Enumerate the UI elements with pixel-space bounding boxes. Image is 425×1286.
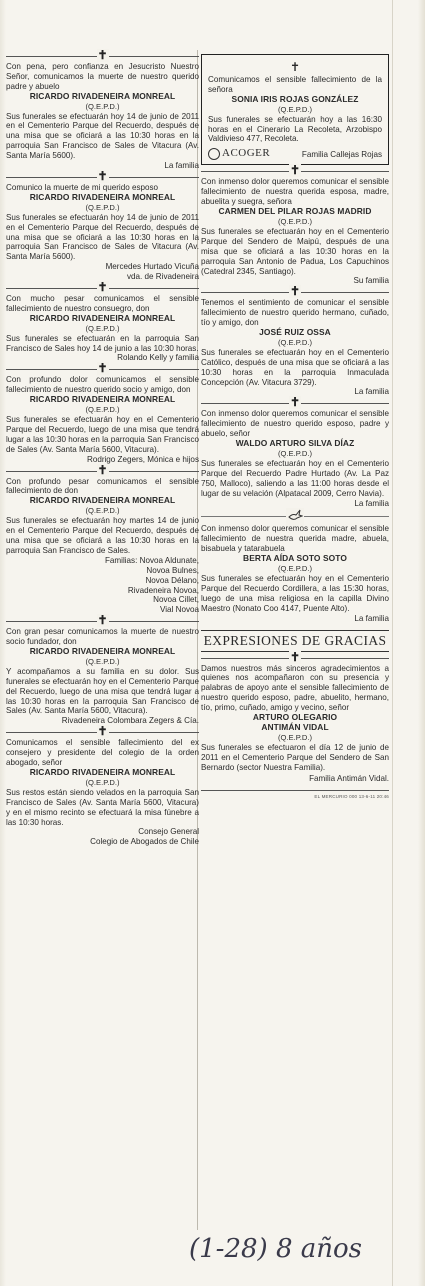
boxed-notice: [201, 54, 389, 165]
handwritten-text: (1-28) 8 años: [189, 1234, 363, 1264]
obituary-notice: [6, 738, 199, 847]
logo-text: ACOGER: [222, 147, 271, 160]
obituary-notice: [201, 298, 389, 397]
deceased-name: RICARDO RIVADENEIRA MONREAL: [29, 767, 176, 777]
qepd-label: (Q.E.P.D.): [277, 104, 313, 114]
obituary-notice: [6, 183, 199, 282]
right-column: [201, 50, 389, 802]
deceased-name: ARTURO OLEGARIO: [252, 712, 338, 723]
notice-body: Sus funerales se efectuaron el día 12 de junio de 2011 en el Cementerio Parque del Sendero de San Bernardo (sector Nuestra Familia).: [201, 742, 389, 772]
notice-intro: Con gran pesar comunicamos la muerte de nuestro socio fundador, don: [6, 627, 199, 647]
notice-intro: Tenemos el sentimiento de comunicar el sensible fallecimiento de nuestro querido hermano, cuñado, tío y amigo, don: [201, 298, 389, 328]
qepd-label: (Q.E.P.D.): [85, 656, 120, 666]
notice-body: Sus funerales se efectuarán hoy en el Cementerio Parque del Sendero de Maipú, después de una misa que se oficiará a las 10:30 horas en la parroquia San Antonio de Padua, Los Capuchinos (Catedral 2345, Santiago).: [201, 226, 389, 276]
notice-body: Sus funerales se efectuarán hoy en el Cementerio Católico, después de una misa que se oficiará a las 10:30 horas en la parroquia Inmaculada Concepción (Av. Vitacura 3729).: [201, 347, 389, 387]
notice-body: Sus funerales se efectuarán hoy en el Cementerio Parque del Recuerdo Cordillera, a las 15:30 horas, luego de una misa religiosa en la capilla Divino Maestro (Nonato Coo 4147, Puente Alto).: [201, 573, 389, 613]
qepd-label: (Q.E.P.D.): [277, 564, 313, 574]
qepd-label: (Q.E.P.D.): [277, 337, 313, 347]
page-edge-line: [392, 0, 393, 1286]
deceased-name: JOSÉ RUIZ OSSA: [259, 327, 331, 338]
notice-intro: Con inmenso dolor queremos comunicar el sensible fallecimiento de nuestra querida esposa, madre, abuelita y suegra, señora: [201, 177, 389, 207]
deceased-name: BERTA AÍDA SOTO SOTO: [243, 553, 347, 564]
notice-body: Sus funerales se efectuarán hoy martes 14 de junio en el Cementerio Parque del Recuerdo, después de una misa que se oficiará a las 10:30 horas en la parroquia San Francisco de Sales.: [6, 516, 199, 555]
qepd-label: (Q.E.P.D.): [85, 777, 120, 787]
notice-signature: Rivadeneira Novoa,: [127, 585, 199, 595]
cross-separator: [201, 165, 389, 177]
notice-signature: Rivadeneira Colombara Zegers & Cía.: [61, 716, 199, 726]
qepd-label: (Q.E.P.D.): [85, 506, 120, 516]
deceased-name: RICARDO RIVADENEIRA MONREAL: [29, 312, 176, 323]
notice-body: Y acompañamos a su familia en su dolor. Sus funerales se efectuarán hoy en el Cementerio Parque del Recuerdo, luego de una misa que tendrá lugar a las 10:30 horas en la parroquia San Francisco de Sales (Av. Santa María 5600, Vitacura).: [6, 666, 199, 716]
qepd-label: (Q.E.P.D.): [85, 323, 120, 333]
qepd-label: (Q.E.P.D.): [277, 216, 313, 226]
notice-signature: Novoa Cillet,: [153, 595, 199, 605]
deceased-name: RICARDO RIVADENEIRA MONREAL: [29, 90, 176, 101]
cross-icon: ✝: [289, 284, 301, 299]
left-column: [6, 50, 199, 847]
qepd-label: (Q.E.P.D.): [277, 732, 313, 742]
obituary-notice: [201, 177, 389, 286]
acoger-logo: [208, 148, 270, 160]
notice-intro: Comunicamos el sensible fallecimiento del ex consejero y presidente del colegio de la orden abogado, señor: [6, 738, 199, 768]
cross-icon: ✝: [97, 48, 108, 62]
cross-icon: ✝: [97, 361, 108, 376]
cross-icon: ✝: [97, 724, 108, 739]
cross-separator: [6, 363, 199, 375]
print-footer: EL MERCURIO 000 13-6-11 20:46: [201, 790, 389, 802]
cross-icon: ✝: [97, 462, 108, 477]
notice-intro: Con profundo pesar comunicamos el sensible fallecimiento de don: [6, 476, 199, 496]
qepd-label: (Q.E.P.D.): [277, 449, 313, 458]
notice-signature: Familia Antimán Vidal.: [309, 774, 389, 784]
notice-intro: Damos nuestros más sinceros agradecimientos a quienes nos acompañaron con su presencia y palabras de apoyo ante el sensible fallecimiento de nuestro querido esposo, padre, abuelito, hermano, tío, primo, cuñado, amigo y vecino, señor: [201, 663, 389, 713]
cross-icon: ✝: [97, 280, 108, 295]
obituary-notice: [6, 62, 199, 171]
deceased-name: WALDO ARTURO SILVA DÍAZ: [235, 438, 355, 449]
deceased-name: RICARDO RIVADENEIRA MONREAL: [29, 394, 176, 405]
notice-signature: Novoa Délano,: [145, 575, 199, 585]
obituary-notice: [6, 294, 199, 363]
deceased-name: RICARDO RIVADENEIRA MONREAL: [29, 646, 176, 657]
notice-signature: La familia: [354, 498, 389, 508]
notice-signature: Novoa Bulnes,: [146, 565, 199, 575]
logo-ring-icon: [208, 148, 220, 160]
notice-body: Sus funerales se efectuarán hoy en el Cementerio Parque del Recuerdo, luego de una misa que tendrá lugar a las 10:30 horas en la parroquia San Francisco de Sales (Av. Santa María 5600, Vitacura).: [6, 415, 199, 454]
qepd-label: (Q.E.P.D.): [85, 202, 120, 212]
deceased-name: RICARDO RIVADENEIRA MONREAL: [29, 191, 176, 202]
notice-body: Sus restos están siendo velados en la parroquia San Francisco de Sales (Av. Santa María 5600, Vitacura) y en el mismo recinto se efectuará la misa fúnebre a las 10:30 horas.: [6, 787, 199, 827]
notice-signature: Familias: Novoa Aldunate,: [104, 555, 199, 565]
notice-signature: Vial Novoa: [160, 605, 199, 615]
cross-icon: ✝: [97, 168, 108, 183]
section-title: EXPRESIONES DE GRACIAS: [201, 630, 389, 652]
cross-separator: [6, 50, 199, 62]
notice-intro: Con inmenso dolor queremos comunicar el sensible fallecimiento de nuestra querida madre, abuela, bisabuela y tatarabuela: [201, 524, 389, 554]
obituary-notice: [6, 477, 199, 616]
notice-signature: Colegio de Abogados de Chile: [90, 837, 199, 847]
qepd-label: (Q.E.P.D.): [85, 405, 120, 415]
cross-icon: ✝: [289, 163, 301, 178]
notice-intro: Con inmenso dolor queremos comunicar el sensible fallecimiento de nuestro querido esposo, padre y abuelo, señor: [201, 409, 389, 439]
cross-separator: [6, 462, 199, 477]
obituary-notice: [201, 409, 389, 508]
logo-row: [208, 148, 382, 160]
cross-separator: [6, 168, 199, 183]
handwritten-annotation: [185, 1217, 395, 1272]
notice-body: Sus funerales se efectuarán hoy 14 de junio de 2011 en el Cementerio Parque del Recuerdo, después de una misa que se oficiará a las 10:30 horas en la parroquia San Francisco de Sales de Vitacura (Av. Santa María 5600).: [6, 111, 199, 161]
deceased-name-line2: ANTIMÁN VIDAL: [261, 721, 329, 732]
cross-separator: [6, 615, 199, 627]
cross-separator: [201, 286, 389, 298]
cross-separator: [6, 726, 199, 738]
deceased-name: RICARDO RIVADENEIRA MONREAL: [29, 495, 176, 506]
notice-intro: Comunicamos el sensible fallecimiento de la señora: [208, 75, 382, 94]
cross-separator: [6, 282, 199, 294]
cross-icon: ✝: [97, 613, 108, 628]
deceased-name: SONIA IRIS ROJAS GONZÁLEZ: [231, 93, 359, 104]
notice-body: Sus funerales se efectuarán hoy 14 de junio de 2011 en el Cementerio Parque del Recuerdo, después de una misa que se oficiará a las 10:30 horas en la parroquia San Francisco de Sales de Vitacura (Av. Santa María 5600).: [6, 212, 199, 262]
obituary-notice: [201, 524, 389, 623]
notice-signature: Familia Callejas Rojas: [301, 150, 382, 160]
notice-signature: Mercedes Hurtado Vicuña: [105, 262, 199, 272]
notice-signature: Rodrigo Zegers, Mónica e hijos: [86, 454, 199, 464]
thanks-notice: [201, 664, 389, 803]
notice-signature: Rolando Kelly y familia: [117, 353, 199, 363]
notice-signature: La familia: [164, 161, 199, 171]
notice-body: Sus funerales se efectuarán hoy en el Cementerio Parque del Recuerdo Padre Hurtado (Av. La Paz 750, Malloco), saliendo a las 11:00 horas desde el lugar de su velación (Alpatacal 2009, Cerro Navia).: [201, 458, 389, 498]
notice-signature: Consejo General: [138, 827, 199, 837]
notice-intro: Con pena, pero confianza en Jesucristo Nuestro Señor, comunicamos la muerte de nuestro querido padre y abuelo: [6, 62, 199, 91]
notice-intro: Comunico la muerte de mi querido esposo: [6, 182, 159, 192]
notice-signature: La familia: [354, 387, 389, 397]
dove-separator: [201, 508, 389, 524]
cross-icon: ✝: [289, 395, 301, 410]
cross-separator: [201, 397, 389, 409]
notice-signature: Su familia: [353, 276, 389, 286]
cross-icon: ✝: [289, 649, 301, 664]
cross-icon: ✝: [289, 60, 301, 74]
notice-intro: Con profundo dolor comunicamos el sensible fallecimiento de nuestro querido socio y amigo, don: [6, 375, 199, 395]
notice-body: Sus funerales se efectuarán hoy a las 16:30 horas en el Cinerario La Recoleta, Arzobispo Valdivieso 477, Recoleta.: [208, 114, 382, 144]
obituary-notice: [6, 375, 199, 464]
notice-signature: vda. de Rivadeneira: [127, 272, 199, 282]
notice-intro: Con mucho pesar comunicamos el sensible fallecimiento de nuestro consuegro, don: [6, 294, 199, 313]
cross-separator: [201, 649, 389, 664]
notice-signature: La familia: [354, 613, 389, 623]
qepd-label: (Q.E.P.D.): [85, 101, 120, 111]
obituary-notice: [6, 627, 199, 726]
deceased-name: CARMEN DEL PILAR ROJAS MADRID: [218, 206, 372, 217]
notice-body: Sus funerales se efectuarán en la parroquia San Francisco de Sales hoy 14 de junio a las 10:30 horas.: [6, 333, 199, 353]
